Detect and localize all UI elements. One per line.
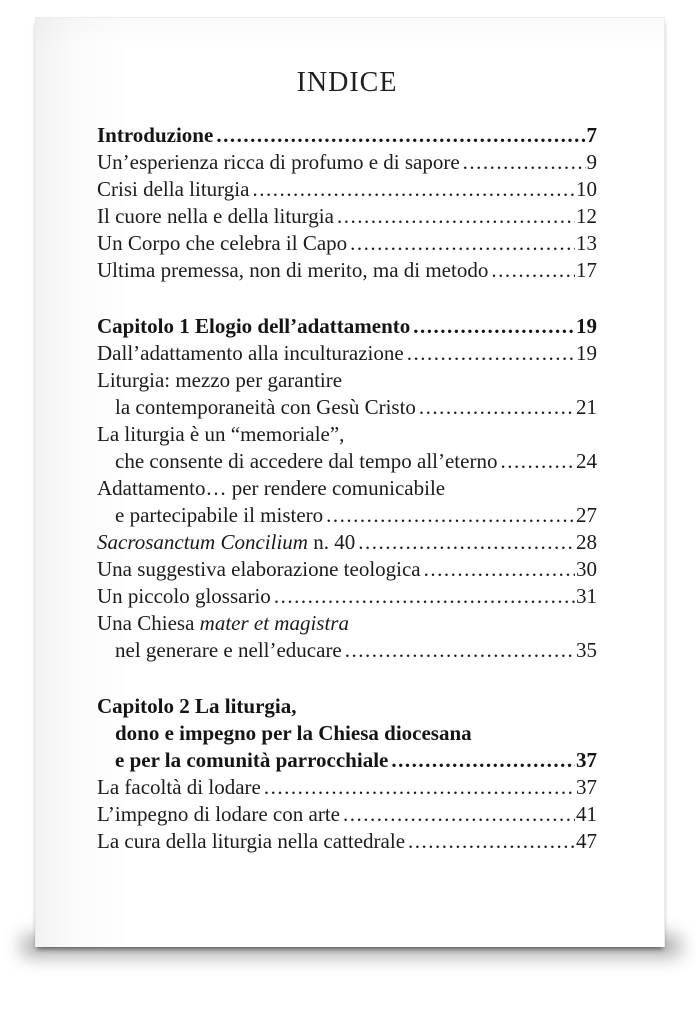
toc-entry-text: Crisi della liturgia <box>97 177 250 201</box>
dot-leader <box>497 448 575 475</box>
toc-entry-text-italic: Sacrosanctum Concilium <box>97 530 308 554</box>
dot-leader <box>416 394 575 421</box>
toc-entry <box>97 475 597 502</box>
toc-entry <box>97 693 597 720</box>
toc-entry-text: Capitolo 2 La liturgia, <box>97 694 297 718</box>
dot-leader <box>405 828 575 855</box>
dot-leader <box>355 529 575 556</box>
toc-entry-page: 21 <box>576 395 597 419</box>
toc-entry <box>97 340 597 367</box>
toc-entry <box>97 448 597 475</box>
toc-entry-page: 37 <box>576 775 597 799</box>
toc-entry <box>97 313 597 340</box>
dot-leader <box>271 583 575 610</box>
toc-entry-page: 37 <box>576 748 597 772</box>
dot-leader <box>347 230 575 257</box>
toc-entry-page: 12 <box>576 204 597 228</box>
toc-entry-text: Liturgia: mezzo per garantire <box>97 368 343 392</box>
toc-entry-text: Un’esperienza ricca di profumo e di sapore <box>97 150 460 174</box>
toc-entry <box>97 122 597 149</box>
toc-entry-page: 17 <box>576 258 597 282</box>
toc-entry-text: nel generare e nell’educare <box>115 638 342 662</box>
toc-entry <box>97 774 597 801</box>
toc-entry <box>97 367 597 394</box>
book-page <box>35 17 665 947</box>
toc-entry-text: Il cuore nella e della liturgia <box>97 204 334 228</box>
toc-entry-page: 10 <box>576 177 597 201</box>
dot-leader <box>340 801 575 828</box>
toc-entry <box>97 149 597 176</box>
toc-entry-page: 30 <box>576 557 597 581</box>
dot-leader <box>460 149 586 176</box>
toc-entry-page: 31 <box>576 584 597 608</box>
toc-entry-page: 19 <box>576 341 597 365</box>
toc-entry <box>97 720 597 747</box>
toc-entry <box>97 556 597 583</box>
toc-entry <box>97 747 597 774</box>
toc-entry-page: 19 <box>576 314 597 338</box>
dot-leader <box>342 637 575 664</box>
toc-entry-text: Introduzione <box>97 123 214 147</box>
dot-leader <box>334 203 575 230</box>
toc-entry-text: Dall’adattamento alla inculturazione <box>97 341 404 365</box>
toc-entry <box>97 421 597 448</box>
toc-entry-text: e per la comunità parrocchiale <box>115 748 389 772</box>
toc-entry-text: Ultima premessa, non di merito, ma di metodo <box>97 258 489 282</box>
toc-entry <box>97 801 597 828</box>
toc-entry-text-italic: mater et magistra <box>199 611 349 635</box>
toc-entry-page: 47 <box>576 829 597 853</box>
dot-leader <box>421 556 575 583</box>
toc-entry-text <box>97 610 349 637</box>
toc-entry-page: 41 <box>576 802 597 826</box>
toc-entry <box>97 828 597 855</box>
dot-leader <box>323 502 575 529</box>
toc-entry <box>97 583 597 610</box>
toc-entry-text: e partecipabile il mistero <box>115 503 324 527</box>
toc-entry-text: Un piccolo glossario <box>97 584 271 608</box>
toc-entry <box>97 394 597 421</box>
dot-leader <box>388 747 575 774</box>
toc-entry-text <box>97 529 355 556</box>
toc-section-introduzione <box>97 122 597 284</box>
toc-entry-page: 28 <box>576 530 597 554</box>
toc-entry <box>97 176 597 203</box>
toc-entry-text: La cura della liturgia nella cattedrale <box>97 829 406 853</box>
page-title: INDICE <box>296 67 398 98</box>
toc-entry-page: 7 <box>586 123 597 147</box>
dot-leader <box>213 122 585 149</box>
toc-entry-page: 13 <box>576 231 597 255</box>
toc-entry-text: Capitolo 1 Elogio dell’adattamento <box>97 314 411 338</box>
toc-entry <box>97 502 597 529</box>
dot-leader <box>410 313 575 340</box>
dot-leader <box>488 257 575 284</box>
toc-entry <box>97 230 597 257</box>
toc-entry <box>97 203 597 230</box>
dot-leader <box>261 774 575 801</box>
toc-entry-text: La facoltà di lodare <box>97 775 261 799</box>
dot-leader <box>404 340 575 367</box>
toc-entry-page: 27 <box>576 503 597 527</box>
toc-entry-text: L’impegno di lodare con arte <box>97 802 340 826</box>
toc-entry-text: dono e impegno per la Chiesa diocesana <box>115 721 472 745</box>
toc-entry-page: 35 <box>576 638 597 662</box>
toc-entry-text: La liturgia è un “memoriale”, <box>97 422 345 446</box>
toc-entry <box>97 610 597 637</box>
toc-entry-text-rest: n. 40 <box>307 530 356 554</box>
toc-entry-text: Adattamento… per rendere comunicabile <box>97 476 446 500</box>
toc-entry-page: 24 <box>576 449 597 473</box>
dot-leader <box>249 176 575 203</box>
toc-entry <box>97 257 597 284</box>
toc-entry-text: Una suggestiva elaborazione teologica <box>97 557 421 581</box>
toc-entry-text: Un Corpo che celebra il Capo <box>97 231 348 255</box>
toc-entry <box>97 637 597 664</box>
toc-entry <box>97 529 597 556</box>
toc-entry-text: la contemporaneità con Gesù Cristo <box>115 395 416 419</box>
toc-entry-page: 9 <box>586 150 597 174</box>
toc-entry-text: che consente di accedere dal tempo all’eterno <box>115 449 498 473</box>
toc-section-capitolo-2 <box>97 693 597 855</box>
toc-entry-text-plain: Una Chiesa <box>97 611 200 635</box>
toc-section-capitolo-1 <box>97 313 597 664</box>
